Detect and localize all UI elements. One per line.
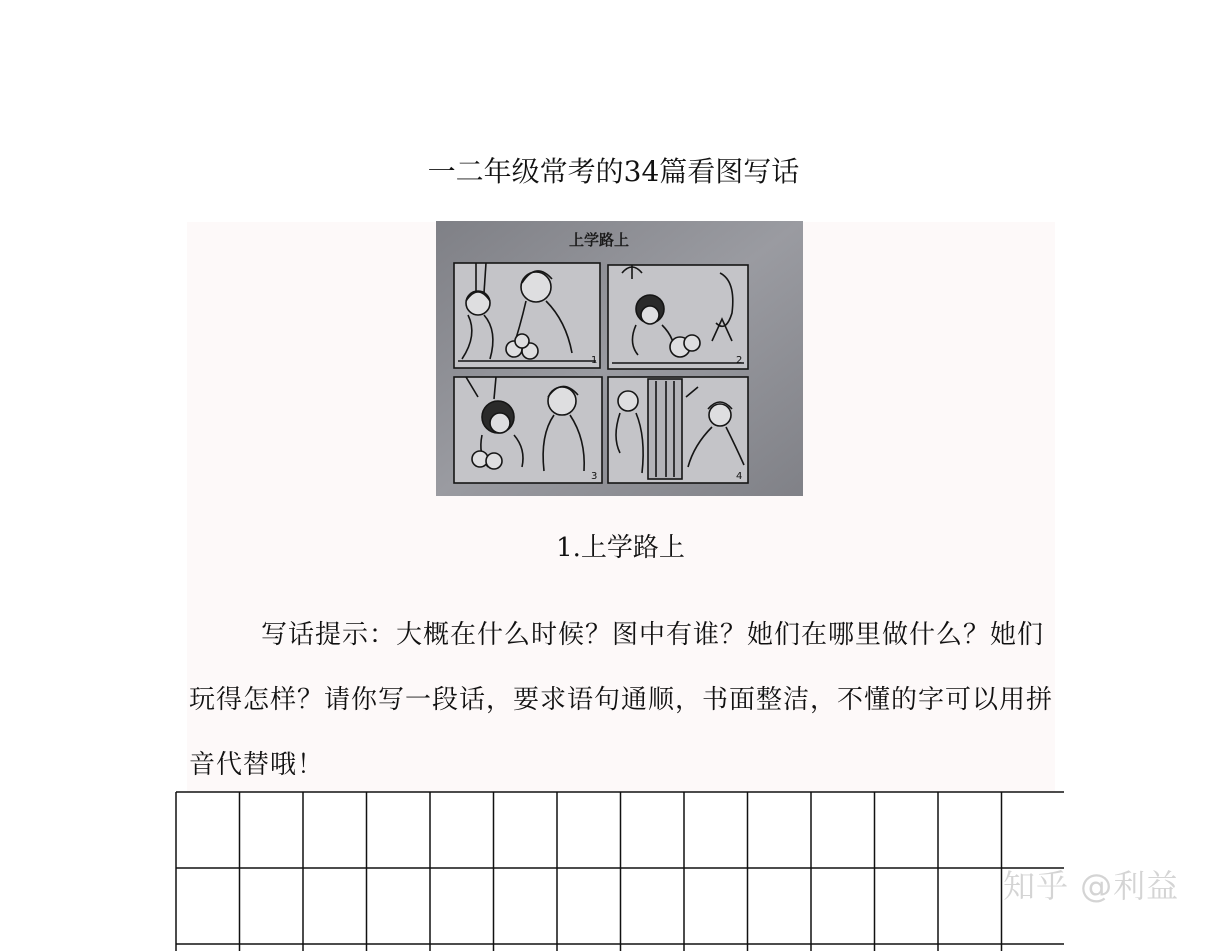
comic-panel-4 — [608, 377, 748, 483]
panel-number-2: 2 — [736, 355, 743, 366]
comic-illustration — [436, 221, 803, 496]
story-heading: 1.上学路上 — [556, 533, 685, 563]
comic-panel-3 — [454, 377, 602, 483]
panel-number-1: 1 — [591, 355, 598, 366]
panel-number-3: 3 — [591, 471, 598, 482]
comic-panel-2 — [608, 265, 748, 369]
panel-number-4: 4 — [736, 471, 743, 482]
document-title: 一二年级常考的34篇看图写话 — [427, 155, 800, 188]
watermark: 知乎 @利益 — [1003, 867, 1180, 905]
comic-panel-1 — [454, 263, 600, 368]
illustration-caption: 上学路上 — [568, 231, 630, 249]
writing-prompt: 写话提示：大概在什么时候？图中有谁？她们在哪里做什么？她们玩得怎样？请你写一段话，要求语句通顺，书面整洁，不懂的字可以用拼音代替哦！ — [189, 620, 1054, 780]
writing-grid — [175, 791, 1064, 951]
